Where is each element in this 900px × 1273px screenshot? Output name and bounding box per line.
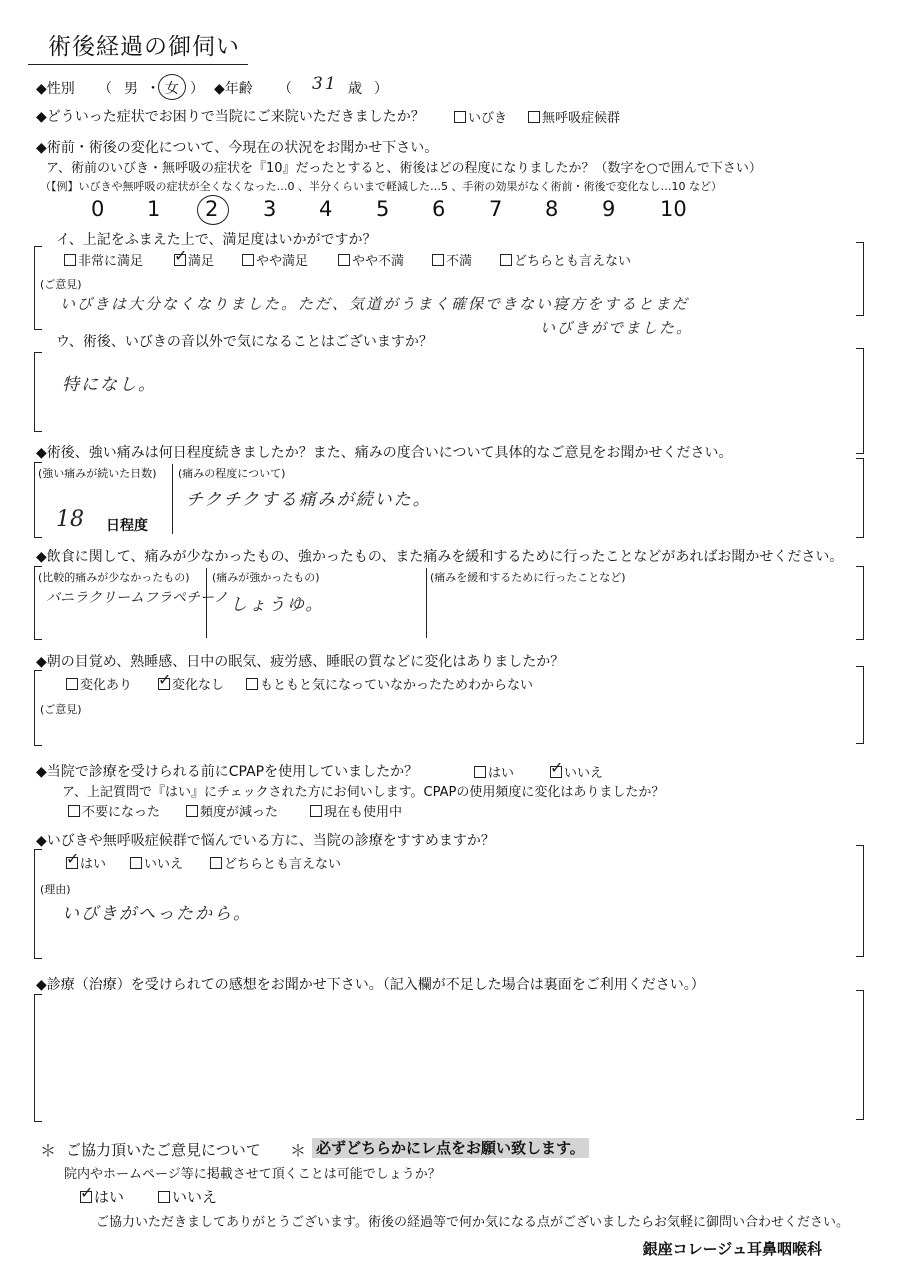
satisfaction-option-dissatisfied[interactable] (432, 250, 472, 269)
page-title: 術後経過の御伺い (48, 34, 240, 60)
cpap-option-no[interactable] (550, 762, 603, 781)
option-label: いびき (468, 111, 508, 126)
age-value[interactable]: 31 (312, 74, 338, 94)
option-label: 無呼吸症候群 (542, 111, 621, 126)
checkbox-icon (186, 805, 198, 817)
food-question: ◆飲食に関して、痛みが少なかったもの、強かったもの、また痛みを緩和するために行ったことなどがあればお聞かせください。 (36, 549, 844, 565)
age-open-paren: （ (278, 81, 292, 97)
sex-open-paren: （ (98, 81, 112, 97)
footer-opinion-title: ご協力頂いたご意見について (66, 1141, 261, 1159)
score-2[interactable]: 2 (205, 197, 219, 221)
pain-degree-label: (痛みの程度について) (178, 467, 286, 480)
option-label: 非常に満足 (78, 254, 144, 269)
emphasis-text: 必ずどちらかにレ点をお願い致します。 (312, 1138, 589, 1158)
score-7[interactable]: 7 (489, 197, 503, 221)
cpap-sub-option-unneeded[interactable] (68, 801, 160, 820)
score-4[interactable]: 4 (319, 197, 333, 221)
satisfaction-question: イ、上記をふまえた上で、満足度はいかがですか？ (56, 232, 377, 248)
change-sub-question: ア、術前のいびき・無呼吸の症状を『10』だったとすると、術後はどの程度になりましたか？（数字を○で囲んで下さい） (46, 161, 762, 176)
option-label: やや満足 (256, 254, 309, 269)
satisfaction-right-bracket (856, 242, 864, 316)
footer-emphasis (312, 1137, 589, 1158)
recommend-option-no[interactable] (130, 853, 183, 872)
checkbox-icon (338, 254, 350, 266)
symptom-question: ◆どういった症状でお困りで当院にご来院いただきましたか？ (36, 109, 425, 125)
score-9[interactable]: 9 (602, 197, 616, 221)
score-10[interactable]: 10 (660, 197, 687, 221)
checkmark-icon (550, 766, 562, 778)
option-label: 頻度が減った (200, 805, 279, 820)
checkmark-icon (66, 857, 78, 869)
cpap-option-yes[interactable] (474, 762, 514, 781)
satisfaction-option-very-satisfied[interactable] (64, 250, 143, 269)
checkbox-icon (68, 805, 80, 817)
footer-star-1: ＊ (40, 1141, 57, 1160)
score-3[interactable]: 3 (263, 197, 277, 221)
recommend-question: ◆いびきや無呼吸症候群で悩んでいる方に、当院の診療をすすめますか？ (36, 833, 495, 849)
sex-dot: ・ (146, 81, 160, 97)
recommend-option-neutral[interactable] (210, 853, 341, 872)
other-left-bracket (34, 352, 42, 432)
option-label: 不要になった (82, 805, 161, 820)
checkbox-icon (474, 766, 486, 778)
checkmark-icon (158, 678, 170, 690)
satisfaction-opinion-label: (ご意見) (40, 278, 82, 291)
checkbox-icon (246, 678, 258, 690)
checkbox-icon (158, 1191, 170, 1203)
food-relief-label: (痛みを緩和するために行ったことなど) (430, 571, 626, 584)
impression-question: ◆診療（治療）を受けられての感想をお聞かせ下さい。（記入欄が不足した場合は裏面をご利用ください。） (36, 977, 705, 993)
morning-opinion-label: (ご意見) (40, 703, 82, 716)
sex-option-male[interactable]: 男 (124, 81, 138, 97)
morning-option-unknown[interactable] (246, 674, 533, 693)
satisfaction-opinion-line1[interactable]: いびきは大分なくなりました。ただ、気道がうまく確保できない寝方をするとまだ (60, 295, 690, 313)
publish-option-no[interactable] (158, 1186, 217, 1207)
recommend-reason-label: (理由) (40, 883, 71, 896)
option-label: どちらとも言えない (224, 857, 342, 872)
age-unit: 歳 (348, 81, 362, 97)
pain-column-divider (172, 464, 173, 534)
food-less-pain-answer[interactable]: バニラクリームフラペチーノ (46, 590, 228, 606)
score-5[interactable]: 5 (376, 197, 390, 221)
option-label: 不満 (446, 254, 473, 269)
clinic-name: 銀座コレージュ耳鼻咽喉科 (642, 1240, 822, 1258)
pain-days-unit: 日程度 (106, 518, 148, 534)
title-underline (28, 64, 248, 65)
pain-days-label: (強い痛みが続いた日数) (38, 467, 157, 480)
change-intro: ◆術前・術後の変化について、今現在の状況をお聞かせ下さい。 (36, 140, 439, 156)
food-divider-2 (426, 568, 427, 638)
publish-option-yes[interactable] (80, 1186, 124, 1207)
food-divider-1 (206, 568, 207, 638)
morning-right-bracket (856, 666, 864, 744)
option-label: 変化あり (80, 678, 133, 693)
option-label: はい (80, 857, 107, 872)
pain-right-bracket (856, 458, 864, 538)
option-label: はい (94, 1188, 125, 1206)
checkbox-icon (432, 254, 444, 266)
score-0[interactable]: 0 (91, 197, 105, 221)
sex-option-female[interactable]: 女 (165, 81, 179, 97)
cpap-sub-question: ア、上記質問で『はい』にチェックされた方にお伺いします。CPAPの使用頻度に変化はありましたか？ (62, 785, 665, 800)
age-close-paren: ） (374, 81, 388, 97)
change-example: （【例】いびきや無呼吸の症状が全くなくなった…0 、半分くらいまで軽減した…5 、手術の効果がなく術前・術後で変化なし…10 など） (40, 180, 722, 193)
recommend-right-bracket (856, 845, 864, 957)
checkbox-icon (64, 254, 76, 266)
checkbox-icon (310, 805, 322, 817)
checkbox-icon (242, 254, 254, 266)
morning-option-changed[interactable] (66, 674, 132, 693)
checkbox-icon (454, 111, 466, 123)
other-concerns-answer[interactable]: 特になし。 (62, 375, 157, 395)
satisfaction-option-satisfied[interactable] (174, 250, 214, 269)
morning-option-unchanged[interactable] (158, 674, 224, 693)
food-less-pain-label: (比較的痛みが少なかったもの) (38, 571, 190, 584)
option-label: もともと気になっていなかったためわからない (260, 678, 534, 693)
sex-label: ◆性別 (36, 81, 75, 97)
option-label: いいえ (564, 766, 604, 781)
cpap-sub-option-reduced[interactable] (186, 801, 278, 820)
score-1[interactable]: 1 (147, 197, 161, 221)
other-concerns-question: ウ、術後、いびきの音以外で気になることはございますか？ (56, 334, 433, 350)
footer-thanks: ご協力いただきましてありがとうございます。術後の経過等で何か気になる点がございましたらお気軽に御問い合わせください。 (96, 1215, 849, 1230)
checkbox-icon (66, 678, 78, 690)
satisfaction-opinion-line2[interactable]: いびきがでました。 (540, 319, 694, 337)
symptom-option-snoring[interactable] (454, 107, 507, 126)
cpap-question: ◆当院で診療を受けられる前にCPAPを使用していましたか？ (36, 764, 419, 780)
checkbox-icon (130, 857, 142, 869)
checkbox-icon (500, 254, 512, 266)
impression-right-bracket (856, 990, 864, 1120)
satisfaction-option-somewhat-dissatisfied[interactable] (338, 250, 404, 269)
footer-publish-question: 院内やホームページ等に掲載させて頂くことは可能でしょうか？ (64, 1167, 441, 1182)
option-label: 満足 (188, 254, 215, 269)
option-label: やや不満 (352, 254, 405, 269)
checkbox-icon (210, 857, 222, 869)
checkmark-icon (80, 1191, 92, 1203)
satisfaction-option-neutral[interactable] (500, 250, 631, 269)
pain-degree-answer[interactable]: チクチクする痛みが続いた。 (186, 490, 432, 510)
score-selected-circle (197, 195, 229, 225)
option-label: 変化なし (172, 678, 225, 693)
other-right-bracket (856, 348, 864, 454)
symptom-option-apnea[interactable] (528, 107, 620, 126)
pain-question: ◆術後、強い痛みは何日程度続きましたか？また、痛みの度合いについて具体的なご意見をお聞かせください。 (36, 445, 733, 461)
sex-close-paren: ） (190, 81, 204, 97)
food-right-bracket (856, 566, 864, 640)
cpap-sub-option-still-using[interactable] (310, 801, 402, 820)
food-strong-pain-answer[interactable]: しょうゆ。 (230, 595, 325, 615)
checkbox-icon (528, 111, 540, 123)
pain-days-value[interactable]: 18 (56, 507, 84, 532)
recommend-left-bracket (34, 849, 42, 959)
checkmark-icon (174, 254, 186, 266)
morning-question: ◆朝の目覚め、熟睡感、日中の眠気、疲労感、睡眠の質などに変化はありましたか？ (36, 654, 565, 670)
female-selected-circle (158, 74, 186, 100)
age-label: ◆年齢 (214, 81, 253, 97)
footer-star-2: ＊ (290, 1141, 307, 1160)
option-label: いいえ (144, 857, 184, 872)
recommend-option-yes[interactable] (66, 853, 106, 872)
score-8[interactable]: 8 (545, 197, 559, 221)
score-6[interactable]: 6 (432, 197, 446, 221)
impression-left-bracket (34, 994, 42, 1122)
food-strong-pain-label: (痛みが強かったもの) (212, 571, 320, 584)
recommend-reason-answer[interactable]: いびきがへったから。 (62, 904, 252, 924)
option-label: いいえ (172, 1188, 218, 1206)
option-label: はい (488, 766, 515, 781)
option-label: 現在も使用中 (324, 805, 403, 820)
option-label: どちらとも言えない (514, 254, 632, 269)
satisfaction-option-somewhat-satisfied[interactable] (242, 250, 308, 269)
